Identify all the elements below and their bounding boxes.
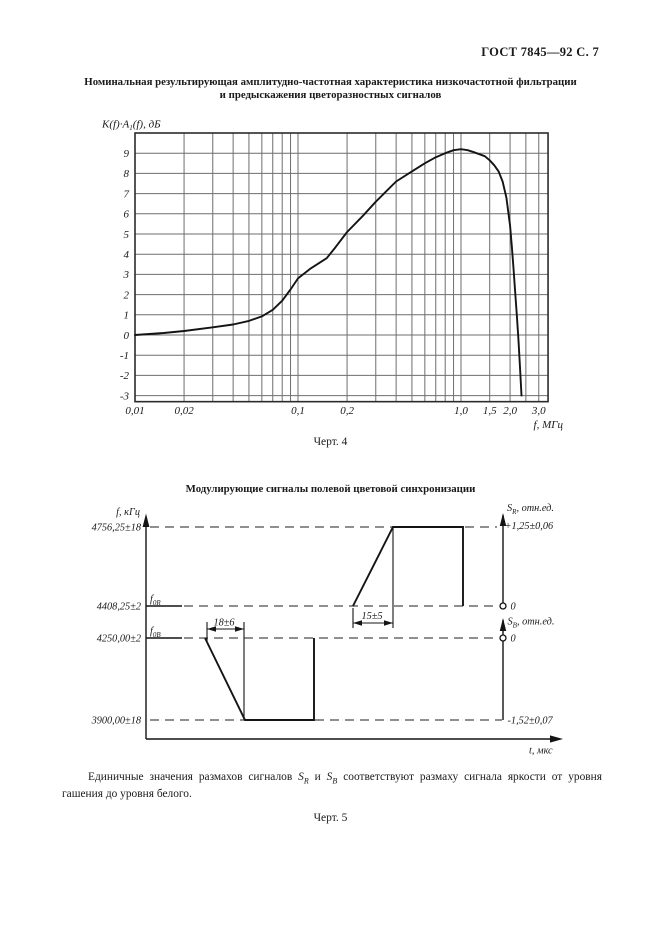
f0b-label: $f_{0B}$ xyxy=(150,626,161,639)
x-tick-label: 3,0 xyxy=(531,405,546,417)
y-tick-label: 9 xyxy=(123,148,129,160)
chart2-y-axis-title: f, кГц xyxy=(116,507,140,518)
sb-axis-title: $S_B$, отн.ед. xyxy=(507,616,555,630)
chart1-y-axis-title: $K(f)\cdot A_1(f)$, дБ xyxy=(102,118,161,133)
y-tick-label: 0 xyxy=(123,329,129,342)
y-tick-label: 4 xyxy=(123,249,129,261)
level-4756-label: 4756,25±18 xyxy=(91,522,141,534)
x-tick-label: 0,2 xyxy=(340,405,354,417)
dim-sb-value: 18±6 xyxy=(213,617,235,629)
dim-sr-arrow-right-icon xyxy=(384,620,393,626)
x-tick-label: 0,1 xyxy=(291,405,305,417)
sr-axis-title: $S_R$, отн.ед. xyxy=(507,503,554,516)
y-tick-label: -3 xyxy=(119,390,129,403)
sr-max-label: +1,25±0,06 xyxy=(504,521,554,532)
footnote: Единичные значения размахов сигналов $S_R$ и $S_B$ соответствуют размаху сигнала яркости от уровня гашения до уровня белого. xyxy=(62,771,602,801)
response-curve xyxy=(135,149,522,395)
level-4250-label: 4250,00±2 xyxy=(96,633,141,645)
frequency-response-chart xyxy=(0,110,661,445)
level-3900-label: 3900,00±18 xyxy=(91,715,141,727)
chart2-caption: Черт. 5 xyxy=(313,812,348,824)
page-header: ГОСТ 7845—92 С. 7 xyxy=(481,45,599,59)
y-tick-label: 3 xyxy=(123,269,129,282)
sb-axis-arrow-icon xyxy=(500,618,506,631)
chart1-title xyxy=(45,76,616,101)
y-tick-label: 6 xyxy=(123,208,129,221)
frequency-axis-arrow-icon xyxy=(143,514,150,528)
x-tick-label: 1,0 xyxy=(454,405,468,417)
y-tick-label: -1 xyxy=(119,350,129,362)
y-tick-label: 1 xyxy=(123,309,129,322)
x-tick-label: 0,01 xyxy=(125,405,145,417)
y-tick-label: 2 xyxy=(123,289,129,302)
dim-sb-arrow-right-icon xyxy=(235,626,244,632)
y-tick-label: 5 xyxy=(123,228,129,241)
signal-sr-waveform xyxy=(353,527,463,606)
signal-sb-waveform xyxy=(205,638,314,720)
frequency-response-plot xyxy=(120,133,548,417)
sr-zero-label: 0 xyxy=(510,601,516,613)
time-axis-arrow-icon xyxy=(550,735,563,742)
x-tick-label: 0,02 xyxy=(174,405,194,417)
x-tick-label: 1,5 xyxy=(482,405,497,417)
y-tick-label: 8 xyxy=(123,168,129,181)
chart1-caption: Черт. 4 xyxy=(313,436,348,448)
sb-zero-label: 0 xyxy=(510,633,516,645)
level-4408-label: 4408,25±2 xyxy=(96,601,141,613)
sr-zero-node xyxy=(500,603,506,609)
field-sync-timing-diagram xyxy=(0,495,661,770)
x-tick-label: 2,0 xyxy=(503,405,517,417)
chart1-title-line2: и предыскажения цветоразностных сигналов xyxy=(219,88,442,101)
chart2-x-axis-title: t, мкс xyxy=(529,745,553,757)
y-tick-label: -2 xyxy=(119,370,129,383)
f0r-label: $f_{0R}$ xyxy=(150,594,161,607)
chart1-x-axis-title: f, МГц xyxy=(533,419,563,431)
sb-min-label: -1,52±0,07 xyxy=(507,715,553,727)
dim-sr-value: 15±5 xyxy=(361,611,383,622)
footnote-text: Единичные значения размахов сигналов xyxy=(88,771,299,783)
y-tick-label: 7 xyxy=(123,188,129,201)
chart2-title: Модулирующие сигналы полевой цветовой синхронизации xyxy=(185,483,476,495)
chart1-title-line1: Номинальная результирующая амплитудно-частотная характеристика низкочастотной фильтрации xyxy=(84,76,577,88)
sb-zero-node xyxy=(500,635,506,641)
